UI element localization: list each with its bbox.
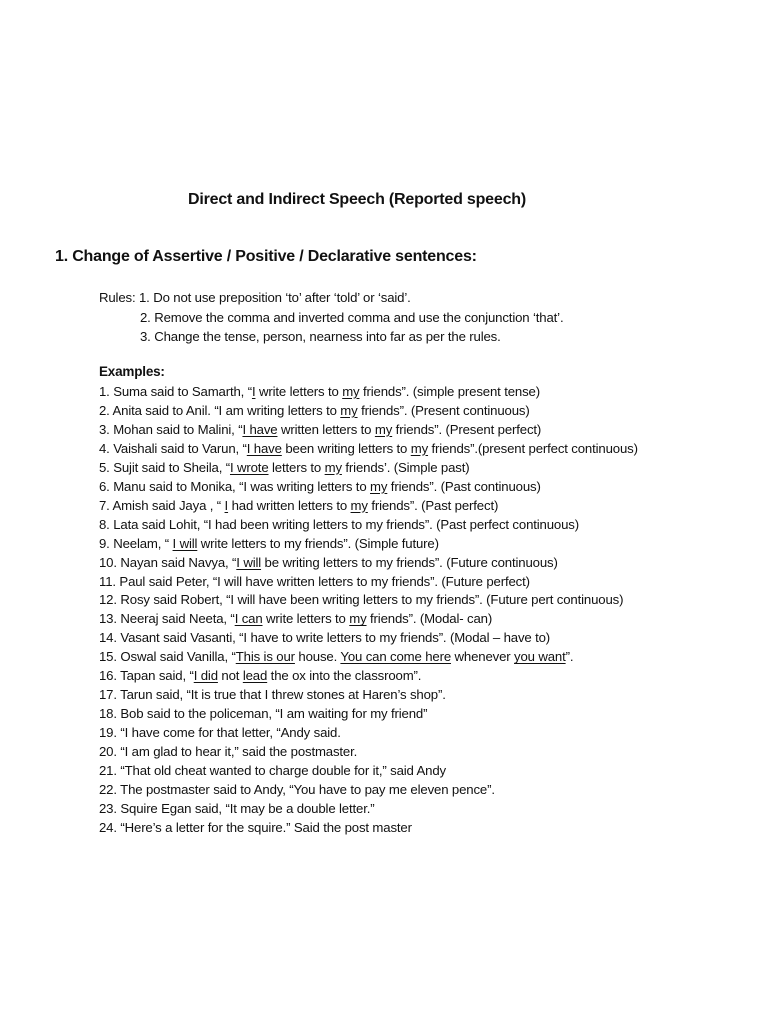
underlined-text: my — [349, 611, 367, 627]
underlined-text: my — [374, 421, 393, 437]
example-text: ”. — [565, 649, 574, 665]
example-item — [99, 762, 638, 781]
example-text: 5. Sujit said to Sheila, “ — [99, 459, 230, 475]
example-text: 13. Neeraj said Neeta, “ — [99, 611, 235, 627]
example-text: 23. Squire Egan said, “It may be a double letter.” — [99, 800, 375, 816]
example-text: 17. Tarun said, “It is true that I threw stones at Haren’s shop”. — [99, 687, 446, 703]
example-item — [99, 478, 638, 497]
example-item — [99, 535, 638, 554]
example-text: 2. Anita said to Anil. “I am writing letters to — [99, 402, 341, 418]
examples-heading: Examples: — [99, 364, 165, 379]
example-text: 7. Amish said Jaya , “ — [99, 497, 225, 513]
example-item — [99, 648, 638, 667]
underlined-text: my — [340, 402, 358, 418]
underlined-text: lead — [242, 668, 268, 684]
example-text: the ox into the classroom”. — [267, 668, 422, 684]
example-text: friends”. (Present perfect) — [392, 421, 542, 437]
underlined-text: my — [324, 459, 342, 475]
underlined-text: I will — [172, 535, 198, 551]
example-text: not — [217, 668, 243, 684]
example-text: friends”. (simple present tense) — [359, 384, 540, 399]
underlined-text: you want — [514, 649, 566, 665]
example-text: whenever — [451, 649, 515, 665]
underlined-text: my — [350, 497, 368, 513]
example-text: 8. Lata said Lohit, “I had been writing letters to my friends”. (Past perfect continuous) — [99, 516, 579, 532]
example-text: been writing letters to — [281, 440, 411, 456]
rule-line: 2. Remove the comma and inverted comma and use the conjunction ‘that’. — [140, 309, 564, 325]
document-title: Direct and Indirect Speech (Reported speech) — [188, 191, 526, 208]
example-item — [99, 573, 638, 592]
example-item — [99, 686, 638, 705]
example-item — [99, 705, 638, 724]
example-item — [99, 667, 638, 686]
example-item — [99, 459, 638, 478]
underlined-text: my — [342, 384, 360, 399]
example-text: 4. Vaishali said to Varun, “ — [99, 440, 247, 456]
example-text: write letters to — [262, 611, 350, 627]
example-text: 22. The postmaster said to Andy, “You have to pay me eleven pence”. — [99, 782, 495, 798]
example-text: house. — [294, 649, 341, 665]
example-item — [99, 440, 638, 459]
example-item — [99, 781, 638, 800]
example-text: had written letters to — [228, 497, 351, 513]
underlined-text: I can — [234, 611, 263, 627]
underlined-text: I have — [246, 440, 282, 456]
underlined-text: You can come here — [340, 649, 452, 665]
example-text: 1. Suma said to Samarth, “ — [99, 384, 252, 399]
example-item — [99, 516, 638, 535]
example-text: 21. “That old cheat wanted to charge double for it,” said Andy — [99, 763, 446, 779]
underlined-text: my — [370, 478, 388, 494]
rules-block — [99, 288, 563, 347]
example-item — [99, 421, 638, 440]
section-heading: 1. Change of Assertive / Positive / Declarative sentences: — [55, 248, 477, 265]
underlined-text: I will — [236, 554, 262, 570]
underlined-text: I have — [242, 421, 278, 437]
example-item — [99, 497, 638, 516]
example-text: friends”. (Past continuous) — [387, 478, 541, 494]
rule-line: Rules: 1. Do not use preposition ‘to’ after ‘told’ or ‘said’. — [99, 290, 411, 305]
example-text: 3. Mohan said to Malini, “ — [99, 421, 243, 437]
example-item — [99, 610, 638, 629]
rule-line: 3. Change the tense, person, nearness into far as per the rules. — [140, 329, 501, 344]
example-item — [99, 743, 638, 762]
example-text: 6. Manu said to Monika, “I was writing letters to — [99, 478, 371, 494]
example-text: 16. Tapan said, “ — [99, 668, 194, 684]
example-text: 10. Nayan said Navya, “ — [99, 554, 237, 570]
example-text: friends”.(present perfect continuous) — [428, 440, 638, 456]
examples-list — [99, 383, 638, 838]
underlined-text: I — [224, 497, 229, 513]
example-text: written letters to — [277, 421, 375, 437]
underlined-text: I — [251, 384, 256, 399]
example-text: friends”. (Modal- can) — [366, 611, 493, 627]
example-text: friends’. (Simple past) — [341, 459, 470, 475]
example-text: 15. Oswal said Vanilla, “ — [99, 649, 236, 665]
example-text: 20. “I am glad to hear it,” said the postmaster. — [99, 744, 358, 760]
underlined-text: I did — [193, 668, 218, 684]
example-text: write letters to — [255, 384, 343, 399]
underlined-text: This is our — [235, 649, 295, 665]
example-text: be writing letters to my friends”. (Future continuous) — [261, 554, 558, 570]
example-item — [99, 402, 638, 421]
example-item — [99, 554, 638, 573]
example-text: 9. Neelam, “ — [99, 535, 173, 551]
example-text: 18. Bob said to the policeman, “I am waiting for my friend” — [99, 706, 428, 722]
example-text: letters to — [268, 459, 325, 475]
example-text: 19. “I have come for that letter, “Andy said. — [99, 725, 341, 741]
example-item — [99, 629, 638, 648]
example-text: 14. Vasant said Vasanti, “I have to write letters to my friends”. (Modal – have to) — [99, 630, 551, 646]
underlined-text: I wrote — [229, 459, 269, 475]
example-text: write letters to my friends”. (Simple future) — [197, 535, 439, 551]
example-item — [99, 724, 638, 743]
example-text: friends”. (Past perfect) — [367, 497, 499, 513]
example-text: 24. “Here’s a letter for the squire.” Said the post master — [99, 819, 412, 835]
example-text: friends”. (Present continuous) — [357, 402, 530, 418]
example-item — [99, 819, 638, 838]
example-text: 12. Rosy said Robert, “I will have been writing letters to my friends”. (Future pert continuous) — [99, 592, 624, 608]
example-item — [99, 591, 638, 610]
example-item — [99, 800, 638, 819]
example-text: 11. Paul said Peter, “I will have written letters to my friends”. (Future perfect) — [99, 573, 530, 589]
example-item — [99, 383, 638, 402]
underlined-text: my — [410, 440, 429, 456]
